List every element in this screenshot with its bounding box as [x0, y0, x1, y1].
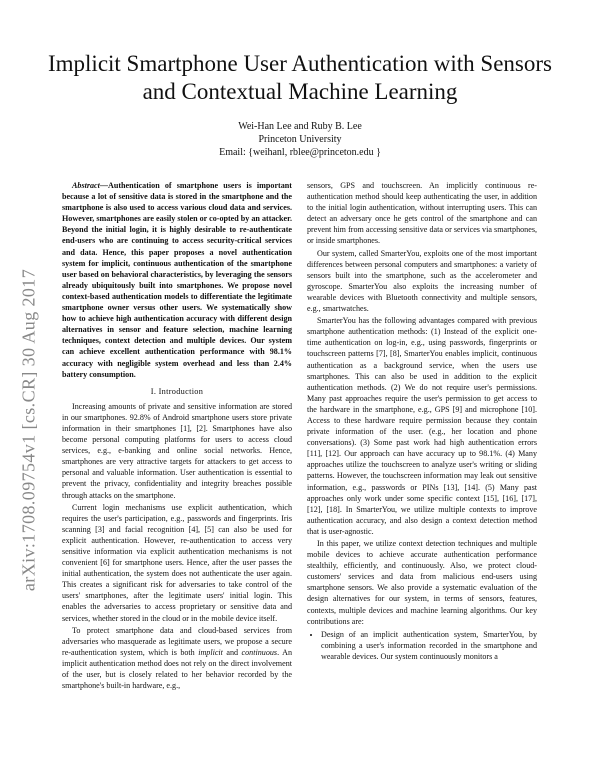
abstract-text: —Authentication of smartphone users is important because a lot of sensitive data is stored in the smartphone and the smartphone is also used to access various cloud data and services. However, smartphones are easily stolen or co-opted by an attacker. Beyond the initial login, it is highly desirable to re-authenticate end-users who are continuing to access security-critical services and data. Hence, this paper proposes a novel authentication system for implicit, continuous authentication of the smartphone user based on behavioral characteristics, by leveraging the sensors already ubiquitously built into smartphones. We propose novel context-based authentication models to differentiate the legitimate smartphone owner versus other users. We systematically show how to achieve high authentication accuracy with different design alternatives in sensor and feature selection, machine learning techniques, context detection and multiple devices. Our system can achieve excellent authentication performance with 98.1% accuracy with negligible system overhead and less than 2.4% battery consumption.: [62, 181, 292, 379]
intro-paragraph-3: To protect smartphone data and cloud-based services from adversaries who masquerade as legitimate users, we propose a secure re-authentication system, which is both implicit and continuous. An implicit authentication method does not rely on the direct involvement of the user, but is closely related to her behavior recorded by the smartphone's built-in hardware, e.g.,: [62, 625, 293, 691]
left-column: [62, 180, 292, 692]
abstract: [62, 180, 292, 380]
right-column: [307, 180, 537, 662]
intro-paragraph-5: SmarterYou has the following advantages compared with previous smartphone authentication methods: (1) Instead of the explicit one-time authentication on log-in, e.g., using passwords, fingerprints or touchscreen patterns [7], [8], SmarterYou enables implicit, continuous authentication as a background service, when the users use smartphones. This can also be used in addition to the explicit authentication methods. (2) We do not require user's permissions. Many past approaches require the user's permission to get access to the hardware in the smartphone, e.g., GPS [9] and microphone [10]. Access to these hardware require permission because they contain private information of the user. (e.g., her location and phone conversations). (3) Some past work had high authentication errors [11], [12]. Our approach can have accuracy up to 98.1%. (4) Many approaches utilize the touchscreen to analyze user's writing or sliding patterns. However, the touchscreen information may leak out sensitive information, e.g., passwords or PINs [13], [14]. (5) Many past approaches only work under some specific context [15], [16], [17], [12], [18]. In SmarterYou, we utilize multiple contexts to improve authentication accuracy, and also design a context detection method that is user-agnostic.: [307, 316, 537, 536]
abstract-label: Abstract: [72, 181, 100, 190]
intro-paragraph-3-continued: sensors, GPS and touchscreen. An implicitly continuous re-authentication method should keep authenticating the user, in addition to the initial login authentication, without interrupting users. This can detect an adversary once he gets control of the smartphone and can prevent him from accessing sensitive data or services via smartphones, or inside smartphones.: [307, 181, 537, 246]
intro-paragraph-1: Increasing amounts of private and sensitive information are stored in our smartphones. 92.8% of Android smartphone users store private information in their smartphones [1], [2]. Smartphones have also become personal computing platforms for users to access cloud services, e.g., e-banking and online social networks. Hence, smartphones are very attractive targets for attackers to get access to personal and valuable information. User authentication is essential to prevent the privacy, confidentiality and integrity breaches possible through attacks on the smartphone.: [62, 401, 292, 500]
paper-title: Implicit Smartphone User Authentication with Sensors and Contextual Machine Learning: [47, 51, 552, 104]
arxiv-stamp: [16, 160, 42, 700]
intro-paragraph-4: Our system, called SmarterYou, exploits one of the most important differences between personal computers and smartphones: a variety of sensors built into the smartphone, such as the accelerometer and gyroscope. SmarterYou also exploits the increasing number of wearable devices with Bluetooth connectivity and multiple sensors, e.g., smartwatches.: [307, 248, 537, 314]
intro-paragraph-6: In this paper, we utilize context detection techniques and multiple mobile devices to achieve accurate authentication performance stealthily, efficiently, and continuously. Also, we protect cloud-customers' services and data from malicious end-users using smartphone sensors. We also provide a systematic evaluation of the design alternatives for our system, in terms of sensors, features, contexts, multiple devices and machine learning algorithms. Our key contributions are:: [307, 539, 537, 626]
list-item: • Design of an implicit authentication system, SmarterYou, by combining a user's information recorded in the smartphone and wearable devices. Our system continuously monitors a: [321, 629, 537, 662]
section-heading-introduction: I. Introduction: [150, 386, 204, 396]
author-block: [40, 120, 560, 159]
intro-paragraph-2: Current login mechanisms use explicit authentication, which requires the user's participation, e.g., passwords and fingerprints. Iris scanning [3] and facial recognition [4], [5] can also be used for explicit authentication. However, re-authentication to access very sensitive information via explicit authentication mechanisms is not convenient [6] for smartphone users. Hence, after the user passes the initial authentication, the system does not authenticate the user again. This creates a significant risk for adversaries to take control of the users' smartphones, after the legitimate users' initial login. This enables the adversaries to access proprietary or sensitive data and services, whether stored in the cloud or in the mobile device itself.: [62, 502, 292, 623]
affiliation: Princeton University: [258, 134, 342, 145]
email: Email: {weihanl, rblee@princeton.edu }: [219, 147, 381, 158]
contributions-list: [307, 629, 537, 662]
arxiv-id: arXiv:1708.09754v1 [cs.CR] 30 Aug 2017: [18, 268, 39, 592]
author-names: Wei-Han Lee and Ruby B. Lee: [238, 121, 362, 132]
